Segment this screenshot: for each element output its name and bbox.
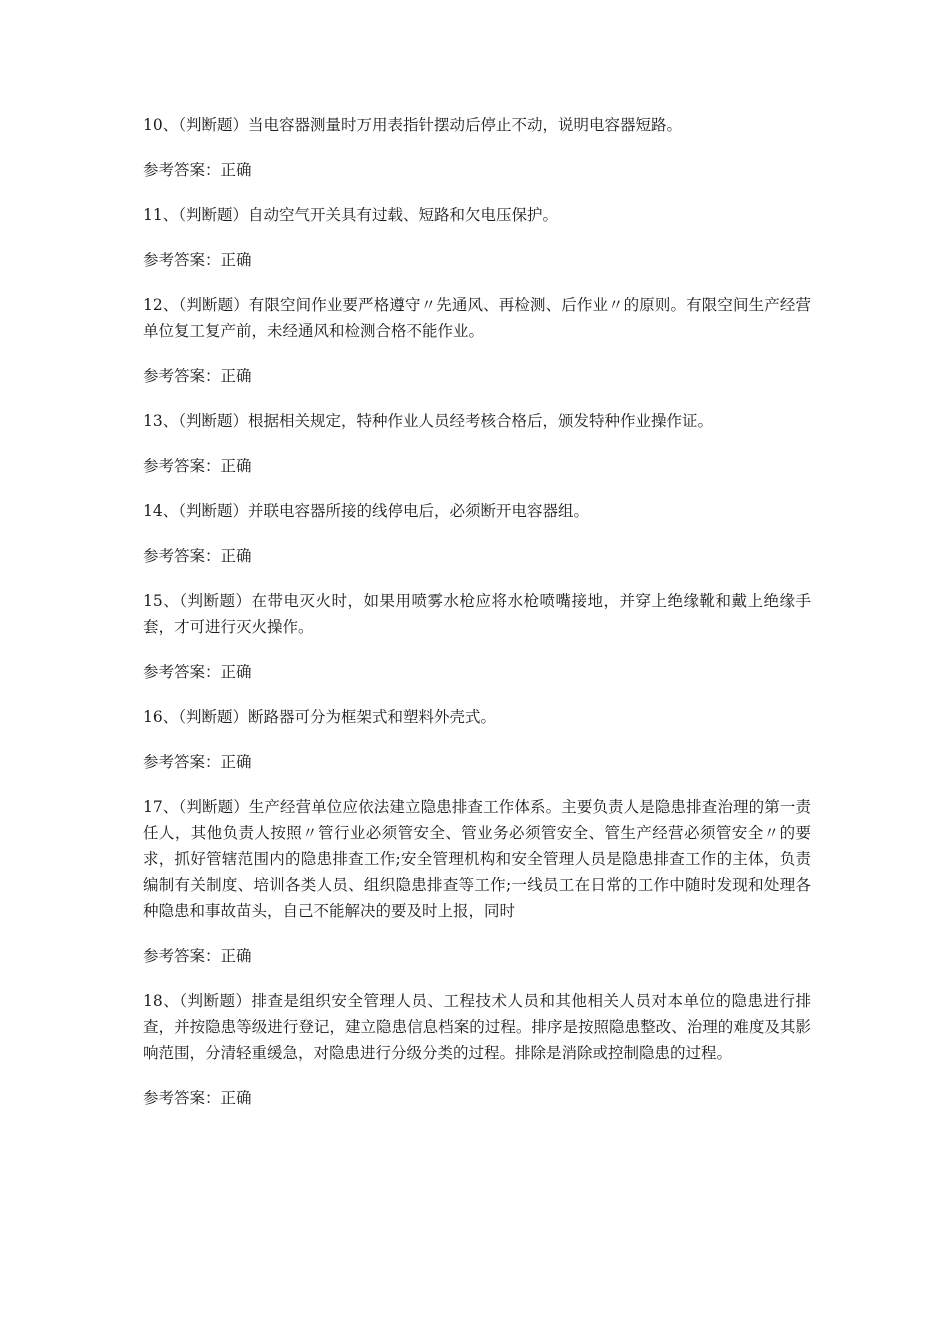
- answer-11: 参考答案：正确: [143, 251, 252, 269]
- answer-14: 参考答案：正确: [143, 547, 252, 565]
- document-page: [143, 112, 811, 1111]
- answer-13: 参考答案：正确: [143, 457, 252, 475]
- answer-15: 参考答案：正确: [143, 663, 252, 681]
- answer-16: 参考答案：正确: [143, 753, 252, 771]
- answer-12: 参考答案：正确: [143, 367, 252, 385]
- answer-18: 参考答案：正确: [143, 1089, 252, 1107]
- question-14: 14、（判断题）并联电容器所接的线停电后，必须断开电容器组。: [143, 502, 589, 520]
- question-10: 10、（判断题）当电容器测量时万用表指针摆动后停止不动，说明电容器短路。: [143, 116, 682, 134]
- question-12: 12、（判断题）有限空间作业要严格遵守〃先通风、再检测、后作业〃的原则。有限空间生产经营单位复工复产前，未经通风和检测合格不能作业。: [143, 296, 811, 340]
- answer-10: 参考答案：正确: [143, 161, 252, 179]
- question-15: 15、（判断题）在带电灭火时，如果用喷雾水枪应将水枪喷嘴接地，并穿上绝缘靴和戴上绝缘手套，才可进行灭火操作。: [143, 592, 811, 636]
- question-17: 17、（判断题）生产经营单位应依法建立隐患排查工作体系。主要负责人是隐患排查治理的第一责任人，其他负责人按照〃管行业必须管安全、管业务必须管安全、管生产经营必须管安全〃的要求，抓好管辖范围内的隐患排查工作;安全管理机构和安全管理人员是隐患排查工作的主体，负责编制有关制度、培训各类人员、组织隐患排查等工作;一线员工在日常的工作中随时发现和处理各种隐患和事故苗头，自己不能解决的要及时上报，同时: [143, 798, 811, 920]
- question-13: 13、（判断题）根据相关规定，特种作业人员经考核合格后，颁发特种作业操作证。: [143, 412, 713, 430]
- question-16: 16、（判断题）断路器可分为框架式和塑料外壳式。: [143, 708, 496, 726]
- question-18: 18、（判断题）排查是组织安全管理人员、工程技术人员和其他相关人员对本单位的隐患进行排查，并按隐患等级进行登记，建立隐患信息档案的过程。排序是按照隐患整改、治理的难度及其影响范围，分清轻重缓急，对隐患进行分级分类的过程。排除是消除或控制隐患的过程。: [143, 992, 811, 1062]
- answer-17: 参考答案：正确: [143, 947, 252, 965]
- question-11: 11、（判断题）自动空气开关具有过载、短路和欠电压保护。: [143, 206, 558, 224]
